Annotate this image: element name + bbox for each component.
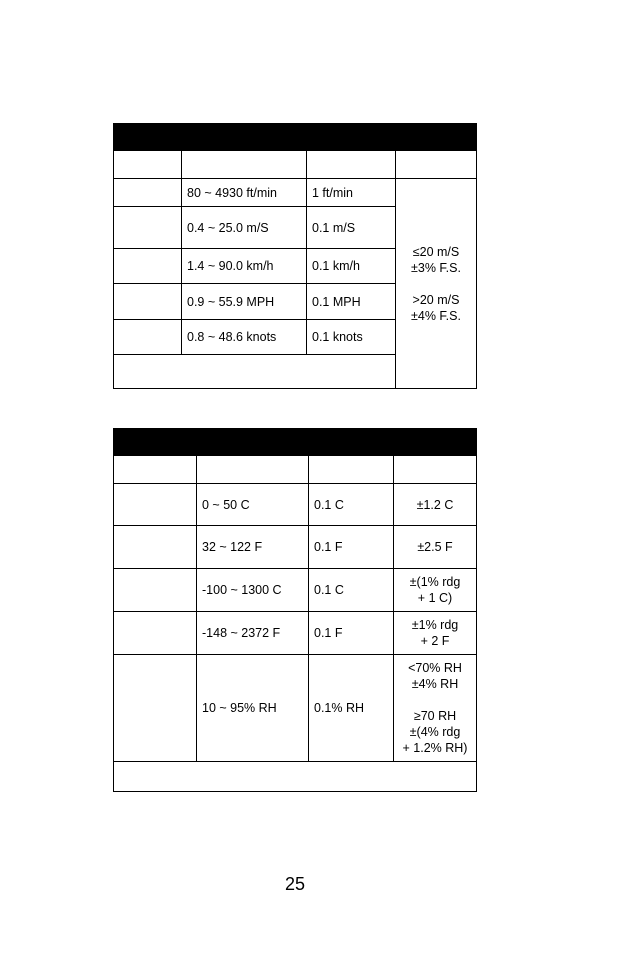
table-row: [114, 484, 477, 526]
accuracy-cell: [396, 179, 477, 389]
accuracy-line: ±1.2 C: [416, 497, 454, 512]
unit-label-cell: [114, 655, 197, 762]
accuracy-line: ±4% F.S.: [411, 308, 461, 323]
page-number: 25: [284, 874, 306, 894]
range-cell: 0 ~ 50 C: [197, 484, 309, 526]
header-cell: [197, 456, 309, 484]
range-cell: -100 ~ 1300 C: [197, 569, 309, 612]
range-cell: 0.4 ~ 25.0 m/S: [182, 207, 307, 249]
range-cell: 1.4 ~ 90.0 km/h: [182, 249, 307, 284]
table-row: [114, 655, 477, 762]
accuracy-line: <70% RH: [408, 661, 462, 675]
resolution-cell: 1 ft/min: [307, 179, 396, 207]
table-footer-row: [114, 762, 477, 792]
table-row: [114, 612, 477, 655]
accuracy-line: + 2 F: [420, 634, 450, 648]
resolution-cell: 0.1% RH: [309, 655, 394, 762]
accuracy-cell: [394, 655, 477, 762]
resolution-cell: 0.1 F: [309, 612, 394, 655]
range-cell: 80 ~ 4930 ft/min: [182, 179, 307, 207]
accuracy-line: + 1 C): [417, 591, 453, 605]
table-row: [114, 526, 477, 569]
table-title-bar: [114, 124, 477, 151]
accuracy-line: ±(4% rdg: [409, 725, 461, 739]
table-row: [114, 569, 477, 612]
header-cell: [182, 151, 307, 179]
unit-label-cell: [114, 207, 182, 249]
temperature-humidity-spec-table: [113, 428, 477, 792]
table-header-row: [114, 151, 477, 179]
accuracy-cell: [394, 612, 477, 655]
accuracy-line: ±(1% rdg: [409, 575, 461, 589]
accuracy-line: + 1.2% RH): [402, 741, 468, 755]
header-cell: [309, 456, 394, 484]
unit-label-cell: [114, 249, 182, 284]
accuracy-line: ≤20 m/S: [412, 244, 460, 259]
range-cell: 0.8 ~ 48.6 knots: [182, 320, 307, 355]
header-cell: [307, 151, 396, 179]
table-header-row: [114, 456, 477, 484]
resolution-cell: 0.1 m/S: [307, 207, 396, 249]
range-cell: 0.9 ~ 55.9 MPH: [182, 284, 307, 320]
accuracy-line: ±3% F.S.: [411, 260, 461, 275]
resolution-cell: 0.1 knots: [307, 320, 396, 355]
unit-label-cell: [114, 284, 182, 320]
header-cell: [394, 456, 477, 484]
wind-speed-spec-table: [113, 123, 477, 389]
resolution-cell: 0.1 F: [309, 526, 394, 569]
unit-label-cell: [114, 320, 182, 355]
header-cell: [396, 151, 477, 179]
footer-cell: [114, 355, 396, 389]
unit-label-cell: [114, 484, 197, 526]
accuracy-line: ≥70 RH: [413, 709, 457, 723]
unit-label-cell: [114, 526, 197, 569]
resolution-cell: 0.1 C: [309, 484, 394, 526]
accuracy-cell: [394, 569, 477, 612]
table-row: [114, 179, 477, 207]
unit-label-cell: [114, 612, 197, 655]
unit-label-cell: [114, 179, 182, 207]
unit-label-cell: [114, 569, 197, 612]
accuracy-line: ±1% rdg: [411, 618, 459, 632]
resolution-cell: 0.1 km/h: [307, 249, 396, 284]
accuracy-cell: [394, 526, 477, 569]
footer-cell: [114, 762, 477, 792]
table-title-bar: [114, 429, 477, 456]
header-cell: [114, 151, 182, 179]
resolution-cell: 0.1 MPH: [307, 284, 396, 320]
range-cell: -148 ~ 2372 F: [197, 612, 309, 655]
accuracy-cell: [394, 484, 477, 526]
range-cell: 32 ~ 122 F: [197, 526, 309, 569]
accuracy-line: ±2.5 F: [417, 540, 453, 554]
accuracy-line: ±4% RH: [411, 677, 459, 691]
header-cell: [114, 456, 197, 484]
range-cell: 10 ~ 95% RH: [197, 655, 309, 762]
resolution-cell: 0.1 C: [309, 569, 394, 612]
accuracy-line: >20 m/S: [412, 292, 460, 307]
